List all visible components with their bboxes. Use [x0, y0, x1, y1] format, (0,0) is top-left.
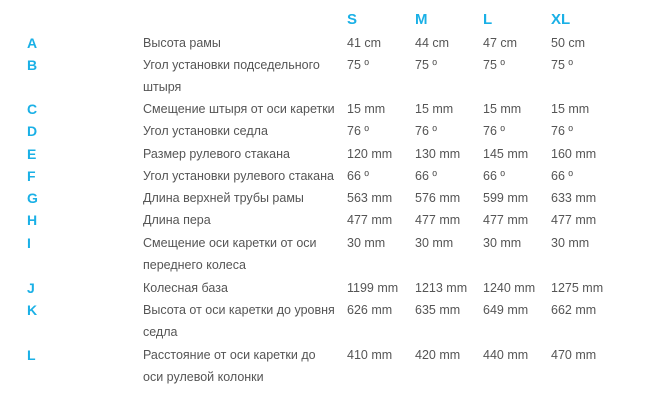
value-xl: 75 º	[551, 58, 573, 72]
row-label: Смещение штыря от оси каретки	[143, 102, 335, 116]
row-label: Высота от оси каретки до уровня седла	[143, 303, 335, 339]
row-label: Длина верхней трубы рамы	[143, 191, 304, 205]
row-label: Угол установки подседельного штыря	[143, 58, 320, 94]
value-xl: 15 mm	[551, 102, 590, 116]
value-xl: 1275 mm	[551, 281, 604, 295]
value-l: 440 mm	[483, 348, 529, 362]
value-l: 649 mm	[483, 303, 529, 317]
value-m: 66 º	[415, 169, 437, 183]
value-l: 477 mm	[483, 213, 529, 227]
value-m: 76 º	[415, 124, 437, 138]
value-l: 30 mm	[483, 236, 522, 250]
row-letter: E	[27, 146, 37, 162]
row-letter: I	[27, 235, 31, 251]
value-l: 15 mm	[483, 102, 522, 116]
size-header-s: S	[347, 11, 358, 28]
value-xl: 477 mm	[551, 213, 597, 227]
value-l: 47 cm	[483, 36, 518, 50]
row-letter: C	[27, 101, 38, 117]
value-m: 75 º	[415, 58, 437, 72]
value-s: 120 mm	[347, 147, 393, 161]
value-s: 41 cm	[347, 36, 382, 50]
size-header-xl: XL	[551, 11, 571, 28]
row-letter: F	[27, 168, 36, 184]
row-label: Расстояние от оси каретки до оси рулевой колонки	[143, 348, 316, 384]
row-letter: L	[27, 347, 36, 363]
row-label: Угол установки седла	[143, 124, 268, 138]
row-letter: K	[27, 302, 38, 318]
value-xl: 66 º	[551, 169, 573, 183]
value-l: 75 º	[483, 58, 505, 72]
value-m: 420 mm	[415, 348, 461, 362]
value-l: 145 mm	[483, 147, 529, 161]
row-letter: H	[27, 212, 38, 228]
value-s: 563 mm	[347, 191, 393, 205]
value-l: 1240 mm	[483, 281, 536, 295]
value-xl: 662 mm	[551, 303, 597, 317]
value-s: 66 º	[347, 169, 369, 183]
row-label: Размер рулевого стакана	[143, 147, 290, 161]
value-s: 30 mm	[347, 236, 386, 250]
value-xl: 633 mm	[551, 191, 597, 205]
value-s: 75 º	[347, 58, 369, 72]
value-m: 635 mm	[415, 303, 461, 317]
row-label: Угол установки рулевого стакана	[143, 169, 334, 183]
value-xl: 50 cm	[551, 36, 586, 50]
value-m: 15 mm	[415, 102, 454, 116]
row-letter: B	[27, 57, 38, 73]
value-s: 1199 mm	[347, 281, 399, 295]
value-xl: 160 mm	[551, 147, 597, 161]
value-m: 477 mm	[415, 213, 461, 227]
value-s: 626 mm	[347, 303, 393, 317]
size-header-m: M	[415, 11, 428, 28]
value-xl: 30 mm	[551, 236, 590, 250]
value-xl: 76 º	[551, 124, 573, 138]
row-label: Длина пера	[143, 213, 211, 227]
value-m: 44 cm	[415, 36, 450, 50]
value-m: 576 mm	[415, 191, 461, 205]
row-letter: G	[27, 190, 38, 206]
value-m: 1213 mm	[415, 281, 468, 295]
row-label: Высота рамы	[143, 36, 221, 50]
value-s: 76 º	[347, 124, 369, 138]
value-l: 76 º	[483, 124, 505, 138]
row-letter: J	[27, 280, 35, 296]
value-l: 599 mm	[483, 191, 529, 205]
row-label: Смещение оси каретки от оси переднего колеса	[143, 236, 317, 272]
value-s: 15 mm	[347, 102, 386, 116]
row-letter: A	[27, 35, 38, 51]
value-m: 30 mm	[415, 236, 454, 250]
value-m: 130 mm	[415, 147, 461, 161]
size-header-l: L	[483, 11, 493, 28]
row-label: Колесная база	[143, 281, 228, 295]
value-s: 410 mm	[347, 348, 393, 362]
row-letter: D	[27, 123, 38, 139]
value-s: 477 mm	[347, 213, 393, 227]
value-xl: 470 mm	[551, 348, 597, 362]
value-l: 66 º	[483, 169, 505, 183]
